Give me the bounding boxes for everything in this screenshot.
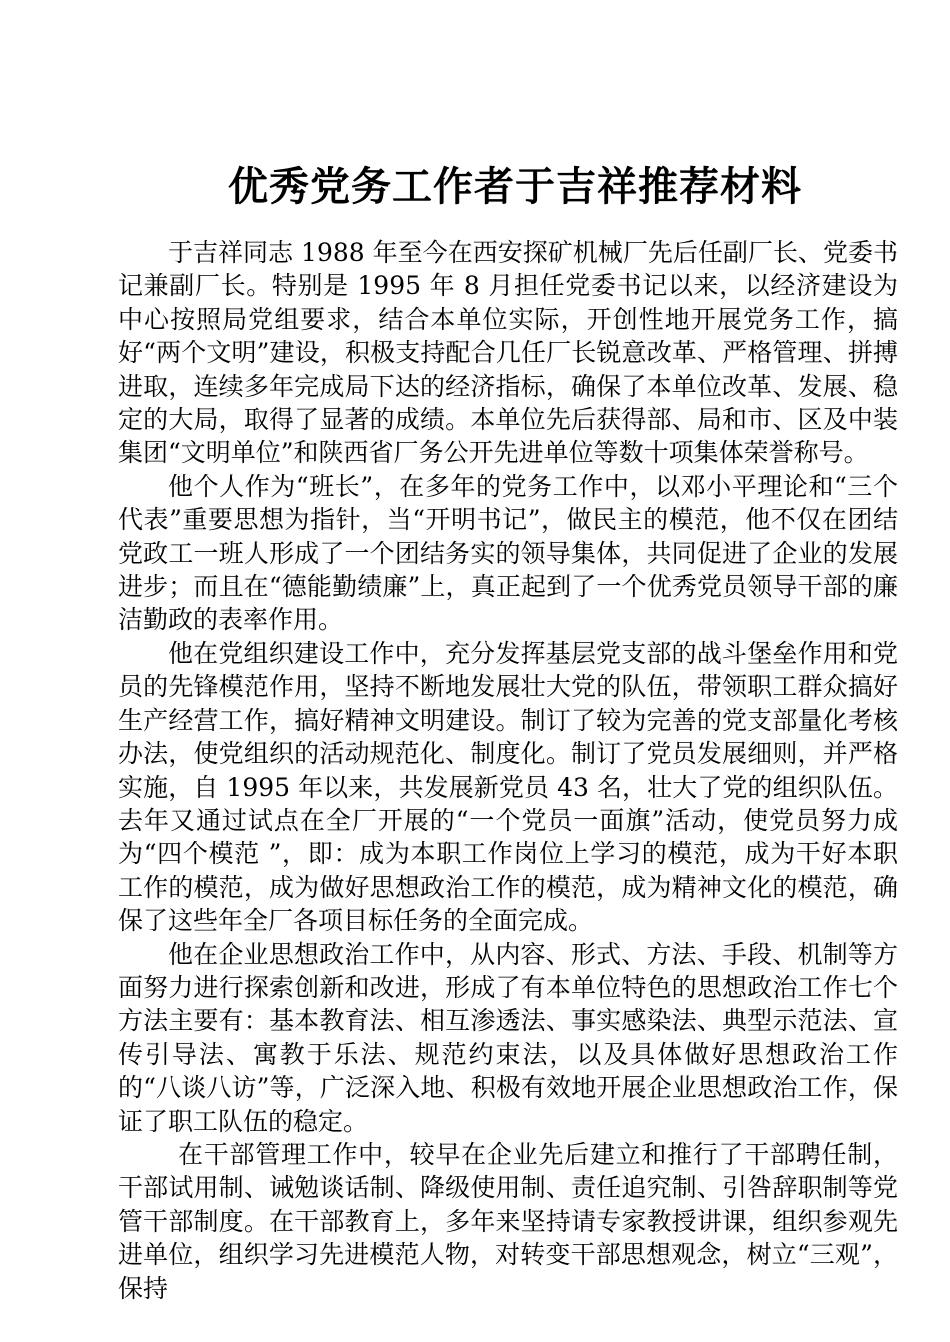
paragraph-4: 他在企业思想政治工作中，从内容、形式、方法、手段、机制等方面努力进行探索创新和改进，形成了有本单位特色的思想政治工作七个方法主要有：基本教育法、相互渗透法、事实感染法、典型示范法、宣传引导法、寓教于乐法、规范约束法，以及具体做好思想政治工作的“八谈八访”等，广泛深入地、积极有效地开展企业思想政治工作，保证了职工队伍的稳定。 (118, 939, 898, 1136)
page-title: 优秀党务工作者于吉祥推荐材料 (228, 162, 802, 210)
paragraph-5: 在干部管理工作中，较早在企业先后建立和推行了干部聘任制，干部试用制、诫勉谈话制、降级使用制、责任追究制、引咎辞职制等党管干部制度。在干部教育上，多年来坚持请专家教授讲课，组织参观先进单位，组织学习先进模范人物，对转变干部思想观念，树立“三观”，保持 (118, 1139, 898, 1303)
document-body (118, 236, 898, 1305)
paragraph-1: 于吉祥同志 1988 年至今在西安探矿机械厂先后任副厂长、党委书记兼副厂长。特别是 1995 年 8 月担任党委书记以来，以经济建设为中心按照局党组要求，结合本单位实际，开创性地开展党务工作，搞好“两个文明”建设，积极支持配合几任厂长锐意改革、严格管理、拼搏进取，连续多年完成局下达的经济指标，确保了本单位改革、发展、稳定的大局，取得了显著的成绩。本单位先后获得部、局和市、区及中装集团“文明单位”和陕西省厂务公开先进单位等数十项集体荣誉称号。 (118, 238, 898, 468)
paragraph-3: 他在党组织建设工作中，充分发挥基层党支部的战斗堡垒作用和党员的先锋模范作用，坚持不断地发展壮大党的队伍，带领职工群众搞好生产经营工作，搞好精神文明建设。制订了较为完善的党支部量化考核办法，使党组织的活动规范化、制度化。制订了党员发展细则，并严格实施，自 1995 年以来，共发展新党员 43 名，壮大了党的组织队伍。去年又通过试点在全厂开展的“一个党员一面旗”活动，使党员努力成为“四个模范 ”，即：成为本职工作岗位上学习的模范，成为干好本职工作的模范，成为做好思想政治工作的模范，成为精神文化的模范，确保了这些年全厂各项目标任务的全面完成。 (118, 638, 898, 936)
paragraph-2: 他个人作为“班长”，在多年的党务工作中，以邓小平理论和“三个代表”重要思想为指针，当“开明书记”，做民主的模范，他不仅在团结党政工一班人形成了一个团结务实的领导集体，共同促进了企业的发展进步；而且在“德能勤绩廉”上，真正起到了一个优秀党员领导干部的廉洁勤政的表率作用。 (118, 471, 898, 635)
